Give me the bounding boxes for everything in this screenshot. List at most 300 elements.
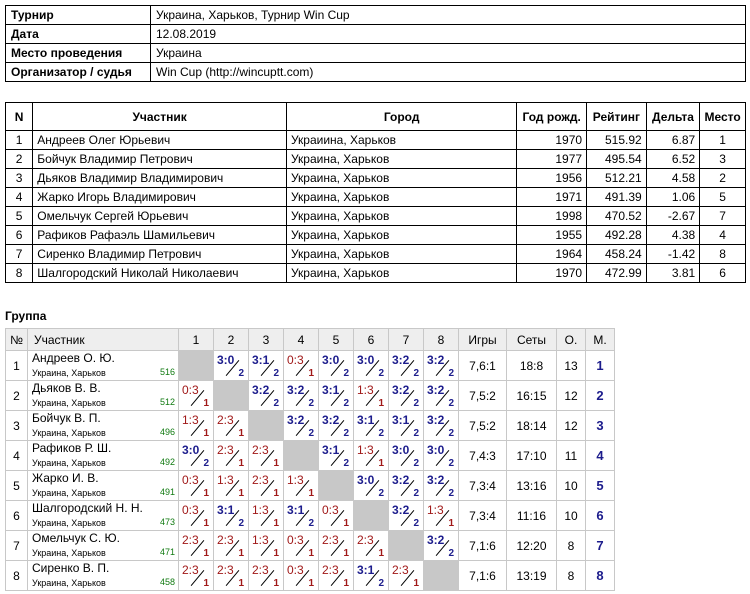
participant-city: Украина, Харьков	[286, 150, 516, 169]
group-player-name: Сиренко В. П.	[32, 561, 110, 575]
group-place: 7	[586, 531, 615, 561]
self-cell	[284, 441, 319, 471]
game-result-cell	[424, 381, 459, 411]
group-row-number: 5	[6, 471, 28, 501]
game-points: 2	[378, 428, 384, 439]
game-points: 2	[238, 518, 244, 529]
game-points: 1	[343, 518, 349, 529]
group-row-number: 6	[6, 501, 28, 531]
game-points: 2	[413, 458, 419, 469]
col-header-rating: Рейтинг	[587, 103, 647, 131]
participant-city: Украина, Харьков	[286, 188, 516, 207]
group-player-city: Украина, Харьков	[32, 428, 106, 438]
game-result-cell	[249, 501, 284, 531]
game-result-cell	[214, 501, 249, 531]
participant-delta: 4.38	[646, 226, 700, 245]
game-score: 2:3	[217, 563, 234, 577]
participant-delta: 6.87	[646, 131, 700, 150]
game-score: 0:3	[182, 503, 199, 517]
participant-name: Дьяков Владимир Владимирович	[33, 169, 287, 188]
group-player-rating: 492	[159, 457, 175, 467]
game-score: 0:3	[287, 353, 304, 367]
game-points: 1	[378, 398, 384, 409]
game-score: 2:3	[182, 533, 199, 547]
game-result-cell	[319, 381, 354, 411]
participant-year: 1955	[517, 226, 587, 245]
group-games: 7,1:6	[459, 531, 507, 561]
game-result-cell	[319, 411, 354, 441]
participant-name: Жарко Игорь Владимирович	[33, 188, 287, 207]
game-result-cell	[179, 501, 214, 531]
game-score: 3:2	[392, 353, 410, 367]
game-result-cell	[319, 501, 354, 531]
group-player-rating: 516	[159, 367, 175, 377]
game-points: 2	[448, 488, 454, 499]
game-result-cell	[389, 441, 424, 471]
game-points: 1	[203, 488, 209, 499]
game-points: 1	[238, 458, 244, 469]
cross-header-col: 4	[284, 329, 319, 351]
game-points: 2	[448, 398, 454, 409]
group-place: 5	[586, 471, 615, 501]
game-score: 3:1	[287, 503, 305, 517]
game-score: 3:2	[427, 473, 445, 487]
group-player-cell	[28, 471, 179, 501]
info-row-date	[6, 25, 746, 44]
game-result-cell	[284, 531, 319, 561]
group-games: 7,3:4	[459, 501, 507, 531]
group-player-rating: 512	[159, 397, 175, 407]
self-cell	[214, 381, 249, 411]
game-score: 2:3	[392, 563, 409, 577]
game-score: 3:0	[182, 443, 200, 457]
game-points: 1	[238, 488, 244, 499]
group-player-rating: 491	[159, 487, 175, 497]
group-place: 6	[586, 501, 615, 531]
group-row	[6, 441, 615, 471]
participant-place: 5	[700, 188, 746, 207]
participant-place: 8	[700, 245, 746, 264]
game-score: 0:3	[287, 533, 304, 547]
game-score: 3:0	[427, 443, 445, 457]
game-points: 2	[378, 368, 384, 379]
game-result-cell	[389, 351, 424, 381]
group-row-number: 8	[6, 561, 28, 591]
game-result-cell	[424, 471, 459, 501]
participant-place: 2	[700, 169, 746, 188]
game-result-cell	[389, 501, 424, 531]
group-row	[6, 471, 615, 501]
game-score: 3:2	[322, 413, 340, 427]
cross-header-player: Участник	[28, 329, 179, 351]
game-score: 3:1	[357, 413, 375, 427]
game-points: 1	[378, 458, 384, 469]
group-row	[6, 561, 615, 591]
cross-header-row	[6, 329, 615, 351]
participant-name: Омельчук Сергей Юрьевич	[33, 207, 287, 226]
participant-row	[6, 188, 746, 207]
participant-place: 7	[700, 207, 746, 226]
game-score: 2:3	[217, 533, 234, 547]
participant-year: 1971	[517, 188, 587, 207]
cross-header-points: О.	[557, 329, 586, 351]
group-row-number: 1	[6, 351, 28, 381]
cross-header-col: 3	[249, 329, 284, 351]
game-score: 2:3	[217, 413, 234, 427]
group-cross-table	[5, 328, 615, 591]
group-sets: 11:16	[507, 501, 557, 531]
cross-header-games: Игры	[459, 329, 507, 351]
group-player-rating: 458	[159, 577, 175, 587]
participant-n: 4	[6, 188, 33, 207]
game-points: 2	[413, 518, 419, 529]
participant-city: Украина, Харьков	[286, 264, 516, 283]
game-score: 0:3	[182, 383, 199, 397]
game-score: 3:2	[392, 473, 410, 487]
participant-year: 1998	[517, 207, 587, 226]
participant-name: Шалгородский Николай Николаевич	[33, 264, 287, 283]
game-result-cell	[424, 501, 459, 531]
game-score: 1:3	[217, 473, 234, 487]
game-score: 2:3	[217, 443, 234, 457]
participant-n: 2	[6, 150, 33, 169]
game-score: 3:2	[287, 413, 305, 427]
participant-row	[6, 264, 746, 283]
game-points: 1	[448, 518, 454, 529]
game-score: 3:1	[217, 503, 235, 517]
game-points: 1	[378, 548, 384, 559]
participant-n: 7	[6, 245, 33, 264]
participant-rating: 458.24	[587, 245, 647, 264]
game-result-cell	[284, 501, 319, 531]
info-value: Украина, Харьков, Турнир Win Cup	[151, 6, 746, 25]
game-points: 1	[343, 548, 349, 559]
group-row-number: 3	[6, 411, 28, 441]
group-place: 2	[586, 381, 615, 411]
game-result-cell	[354, 411, 389, 441]
group-player-name: Бойчук В. П.	[32, 411, 101, 425]
participant-row	[6, 150, 746, 169]
participant-n: 5	[6, 207, 33, 226]
participant-rating: 495.54	[587, 150, 647, 169]
game-points: 2	[308, 518, 314, 529]
game-score: 3:2	[287, 383, 305, 397]
game-points: 2	[378, 578, 384, 589]
info-label: Турнир	[6, 6, 151, 25]
group-row	[6, 501, 615, 531]
participant-year: 1970	[517, 264, 587, 283]
game-result-cell	[249, 351, 284, 381]
participant-rating: 491.39	[587, 188, 647, 207]
game-score: 3:0	[392, 443, 410, 457]
group-games: 7,6:1	[459, 351, 507, 381]
participant-name: Бойчук Владимир Петрович	[33, 150, 287, 169]
game-score: 2:3	[182, 563, 199, 577]
participant-delta: 3.81	[646, 264, 700, 283]
group-row	[6, 531, 615, 561]
participant-place: 1	[700, 131, 746, 150]
game-points: 1	[238, 578, 244, 589]
game-points: 2	[448, 368, 454, 379]
game-result-cell	[214, 411, 249, 441]
cross-header-col: 6	[354, 329, 389, 351]
group-player-city: Украина, Харьков	[32, 548, 106, 558]
group-player-cell	[28, 411, 179, 441]
participant-rating: 472.99	[587, 264, 647, 283]
group-games: 7,4:3	[459, 441, 507, 471]
game-points: 2	[343, 428, 349, 439]
game-result-cell	[354, 351, 389, 381]
col-header-place: Место	[700, 103, 746, 131]
info-label: Место проведения	[6, 44, 151, 63]
group-player-name: Андреев О. Ю.	[32, 351, 115, 365]
game-result-cell	[284, 381, 319, 411]
participant-n: 6	[6, 226, 33, 245]
cross-header-col: 7	[389, 329, 424, 351]
group-player-name: Жарко И. В.	[32, 471, 99, 485]
participant-city: Украиина, Харьков	[286, 131, 516, 150]
group-games: 7,5:2	[459, 381, 507, 411]
participant-delta: 4.58	[646, 169, 700, 188]
participant-year: 1956	[517, 169, 587, 188]
group-points: 11	[557, 441, 586, 471]
game-result-cell	[179, 381, 214, 411]
group-player-name: Шалгородский Н. Н.	[32, 501, 143, 515]
game-points: 2	[413, 488, 419, 499]
participants-table	[5, 102, 746, 283]
game-result-cell	[249, 561, 284, 591]
group-player-city: Украина, Харьков	[32, 398, 106, 408]
cross-header-place: М.	[586, 329, 615, 351]
group-place: 8	[586, 561, 615, 591]
game-score: 3:2	[427, 353, 445, 367]
game-result-cell	[214, 351, 249, 381]
participant-place: 4	[700, 226, 746, 245]
game-points: 1	[273, 488, 279, 499]
participant-row	[6, 131, 746, 150]
game-points: 2	[273, 368, 279, 379]
self-cell	[249, 411, 284, 441]
game-result-cell	[424, 531, 459, 561]
participant-year: 1970	[517, 131, 587, 150]
participant-row	[6, 207, 746, 226]
info-value: Win Cup (http://wincuptt.com)	[151, 63, 746, 82]
game-result-cell	[179, 411, 214, 441]
participant-place: 3	[700, 150, 746, 169]
game-result-cell	[354, 381, 389, 411]
group-row	[6, 381, 615, 411]
game-score: 3:2	[252, 383, 270, 397]
game-points: 1	[238, 548, 244, 559]
game-result-cell	[354, 531, 389, 561]
group-points: 10	[557, 471, 586, 501]
game-result-cell	[249, 531, 284, 561]
group-row	[6, 351, 615, 381]
game-score: 2:3	[252, 443, 269, 457]
game-points: 1	[273, 458, 279, 469]
info-row-organizer	[6, 63, 746, 82]
game-result-cell	[354, 561, 389, 591]
info-value: 12.08.2019	[151, 25, 746, 44]
game-result-cell	[389, 471, 424, 501]
participant-n: 1	[6, 131, 33, 150]
group-games: 7,5:2	[459, 411, 507, 441]
group-player-rating: 473	[159, 517, 175, 527]
group-row	[6, 411, 615, 441]
game-points: 1	[238, 428, 244, 439]
game-score: 3:1	[357, 563, 375, 577]
group-points: 13	[557, 351, 586, 381]
participant-n: 8	[6, 264, 33, 283]
game-points: 1	[203, 398, 209, 409]
game-points: 1	[343, 578, 349, 589]
game-points: 2	[413, 398, 419, 409]
game-score: 3:2	[392, 503, 410, 517]
game-result-cell	[214, 531, 249, 561]
group-sets: 12:20	[507, 531, 557, 561]
game-points: 1	[413, 578, 419, 589]
game-score: 1:3	[252, 533, 269, 547]
participant-place: 6	[700, 264, 746, 283]
game-score: 3:1	[322, 443, 340, 457]
participant-delta: 1.06	[646, 188, 700, 207]
participant-city: Украина, Харьков	[286, 245, 516, 264]
group-row-number: 7	[6, 531, 28, 561]
group-games: 7,3:4	[459, 471, 507, 501]
game-score: 2:3	[322, 533, 339, 547]
participant-delta: -1.42	[646, 245, 700, 264]
game-points: 2	[413, 428, 419, 439]
game-score: 0:3	[182, 473, 199, 487]
participants-header-row	[6, 103, 746, 131]
group-sets: 13:16	[507, 471, 557, 501]
game-result-cell	[249, 381, 284, 411]
game-score: 3:2	[427, 383, 445, 397]
game-score: 3:0	[217, 353, 235, 367]
group-player-name: Дьяков В. В.	[32, 381, 101, 395]
group-player-city: Украина, Харьков	[32, 368, 106, 378]
game-score: 3:1	[252, 353, 270, 367]
game-result-cell	[179, 471, 214, 501]
game-points: 1	[308, 368, 314, 379]
game-points: 1	[203, 518, 209, 529]
participant-city: Украина, Харьков	[286, 207, 516, 226]
game-result-cell	[424, 441, 459, 471]
game-score: 3:0	[357, 353, 375, 367]
game-points: 2	[343, 398, 349, 409]
group-player-city: Украина, Харьков	[32, 458, 106, 468]
game-score: 1:3	[252, 503, 269, 517]
col-header-delta: Дельта	[646, 103, 700, 131]
game-points: 1	[203, 578, 209, 589]
self-cell	[389, 531, 424, 561]
game-score: 1:3	[182, 413, 199, 427]
game-points: 2	[273, 398, 279, 409]
participant-row	[6, 169, 746, 188]
game-result-cell	[424, 411, 459, 441]
group-player-cell	[28, 501, 179, 531]
cross-header-col: 2	[214, 329, 249, 351]
game-score: 3:0	[322, 353, 340, 367]
game-points: 1	[203, 428, 209, 439]
game-result-cell	[249, 441, 284, 471]
col-header-city: Город	[286, 103, 516, 131]
group-place: 4	[586, 441, 615, 471]
participant-name: Рафиков Рафаэль Шамильевич	[33, 226, 287, 245]
game-points: 1	[273, 518, 279, 529]
game-result-cell	[354, 471, 389, 501]
group-points: 12	[557, 411, 586, 441]
game-score: 2:3	[357, 533, 374, 547]
group-points: 12	[557, 381, 586, 411]
group-player-rating: 471	[159, 547, 175, 557]
info-row-tournament	[6, 6, 746, 25]
participant-row	[6, 226, 746, 245]
group-player-name: Омельчук С. Ю.	[32, 531, 120, 545]
game-result-cell	[389, 561, 424, 591]
game-result-cell	[284, 561, 319, 591]
self-cell	[319, 471, 354, 501]
game-points: 2	[308, 428, 314, 439]
participant-name: Андреев Олег Юрьевич	[33, 131, 287, 150]
game-score: 3:1	[392, 413, 410, 427]
game-points: 1	[273, 578, 279, 589]
game-score: 3:2	[427, 533, 445, 547]
info-label: Дата	[6, 25, 151, 44]
game-result-cell	[179, 561, 214, 591]
game-points: 2	[378, 488, 384, 499]
participant-year: 1977	[517, 150, 587, 169]
game-points: 1	[308, 488, 314, 499]
game-points: 1	[203, 548, 209, 559]
group-row-number: 4	[6, 441, 28, 471]
game-result-cell	[319, 351, 354, 381]
participant-row	[6, 245, 746, 264]
game-result-cell	[319, 531, 354, 561]
game-score: 0:3	[322, 503, 339, 517]
participant-delta: -2.67	[646, 207, 700, 226]
game-score: 2:3	[252, 563, 269, 577]
game-score: 1:3	[357, 383, 374, 397]
participant-rating: 492.28	[587, 226, 647, 245]
col-header-year: Год рожд.	[517, 103, 587, 131]
game-points: 1	[273, 548, 279, 559]
col-header-n: N	[6, 103, 33, 131]
game-result-cell	[214, 471, 249, 501]
group-sets: 13:19	[507, 561, 557, 591]
participant-name: Сиренко Владимир Петрович	[33, 245, 287, 264]
game-result-cell	[249, 471, 284, 501]
participant-n: 3	[6, 169, 33, 188]
group-player-city: Украина, Харьков	[32, 518, 106, 528]
game-result-cell	[354, 441, 389, 471]
group-place: 3	[586, 411, 615, 441]
game-score: 1:3	[357, 443, 374, 457]
group-games: 7,1:6	[459, 561, 507, 591]
game-score: 2:3	[252, 473, 269, 487]
participant-rating: 512.21	[587, 169, 647, 188]
group-points: 8	[557, 561, 586, 591]
game-points: 1	[308, 578, 314, 589]
group-player-cell	[28, 441, 179, 471]
info-value: Украина	[151, 44, 746, 63]
cross-header-n: №	[6, 329, 28, 351]
group-player-city: Украина, Харьков	[32, 488, 106, 498]
participant-year: 1964	[517, 245, 587, 264]
game-result-cell	[179, 441, 214, 471]
participant-rating: 515.92	[587, 131, 647, 150]
game-result-cell	[424, 351, 459, 381]
